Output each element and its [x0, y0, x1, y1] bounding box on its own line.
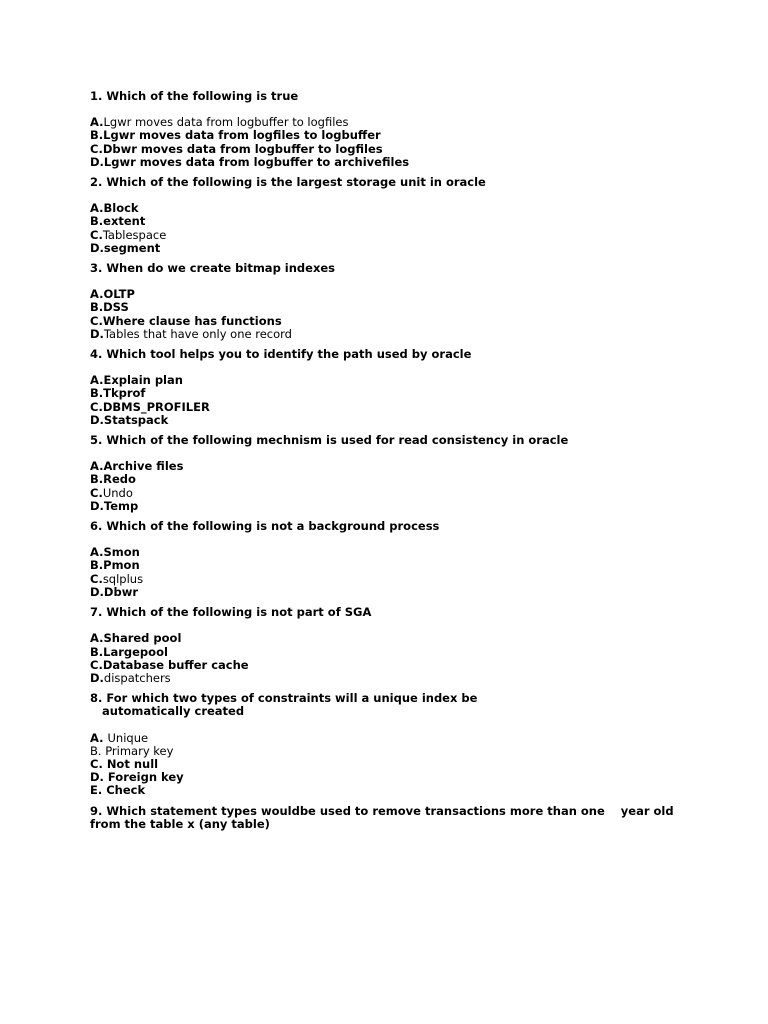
option-text: Block: [103, 201, 139, 216]
question-block: [90, 805, 730, 831]
option-letter: B.: [90, 300, 104, 315]
option-letter: B.: [90, 644, 104, 659]
option-letter: B.: [90, 214, 104, 229]
question-block: [90, 176, 730, 255]
option-text: Database buffer cache: [102, 657, 249, 672]
question-block: [90, 692, 730, 797]
answer-option: [90, 546, 730, 559]
option-text: Lgwr moves data from logbuffer to archivefiles: [103, 154, 410, 169]
question-title: 5. Which of the following mechnism is used for read consistency in oracle: [90, 433, 569, 448]
option-text: extent: [103, 214, 146, 229]
option-text: Explain plan: [103, 373, 183, 388]
option-text: OLTP: [103, 287, 135, 302]
option-letter: D.: [90, 498, 104, 513]
option-letter: C.: [90, 227, 103, 242]
option-letter: A.: [90, 545, 104, 560]
answer-option: [90, 632, 730, 645]
answer-option: [90, 487, 730, 500]
option-letter: D.: [90, 770, 108, 785]
question-title: 4. Which tool helps you to identify the path used by oracle: [90, 347, 472, 362]
option-letter: B.: [90, 128, 104, 143]
option-letter: A.: [90, 115, 104, 130]
option-letter: D.: [90, 326, 104, 341]
answer-option: [90, 659, 730, 672]
option-letter: C.: [90, 756, 107, 771]
option-letter: C.: [90, 571, 103, 586]
answer-option: [90, 288, 730, 301]
option-letter: A.: [90, 459, 104, 474]
option-text: Lgwr moves data from logbuffer to logfiles: [103, 115, 349, 130]
option-text: Primary key: [105, 743, 174, 758]
option-letter: B.: [90, 558, 104, 573]
answer-option: [90, 500, 730, 513]
option-text: DSS: [103, 300, 129, 315]
question-title: 7. Which of the following is not part of SGA: [90, 605, 372, 620]
question-title: 9. Which statement types wouldbe used to remove transactions more than one year old from the table x (any table): [90, 803, 674, 831]
question-title: 2. Which of the following is the largest storage unit in oracle: [90, 175, 486, 190]
question-block: [90, 606, 730, 685]
option-letter: C.: [90, 485, 103, 500]
question-title: 8. For which two types of constraints will a unique index be automatically created: [90, 691, 478, 719]
answer-option: [90, 460, 730, 473]
question-block: [90, 90, 730, 169]
option-text: Temp: [103, 498, 139, 513]
answer-option: [90, 328, 730, 341]
question-title: 6. Which of the following is not a background process: [90, 519, 440, 534]
option-text: DBMS_PROFILER: [102, 399, 210, 414]
option-letter: B.: [90, 472, 104, 487]
question-block: [90, 520, 730, 599]
option-letter: A.: [90, 201, 104, 216]
option-text: Smon: [103, 545, 140, 560]
option-text: Dbwr: [103, 584, 138, 599]
answer-option: [90, 732, 730, 745]
option-text: Undo: [102, 485, 133, 500]
option-text: Largepool: [103, 644, 168, 659]
option-letter: D.: [90, 670, 104, 685]
answer-option: [90, 672, 730, 685]
question-block: [90, 262, 730, 341]
option-letter: C.: [90, 313, 103, 328]
option-text: Where clause has functions: [102, 313, 282, 328]
option-letter: D.: [90, 412, 104, 427]
question-block: [90, 348, 730, 427]
option-letter: B.: [90, 386, 104, 401]
option-letter: A.: [90, 373, 104, 388]
option-letter: D.: [90, 240, 104, 255]
option-letter: E.: [90, 783, 107, 798]
option-letter: D.: [90, 154, 104, 169]
answer-option: [90, 745, 730, 758]
option-text: Pmon: [103, 558, 140, 573]
option-text: dispatchers: [103, 670, 171, 685]
answer-option: [90, 573, 730, 586]
answer-option: [90, 559, 730, 572]
answer-option: [90, 586, 730, 599]
option-text: segment: [103, 240, 161, 255]
quiz-document: [90, 90, 730, 844]
option-letter: A.: [90, 730, 108, 745]
option-text: Shared pool: [103, 631, 182, 646]
answer-option: [90, 215, 730, 228]
question-block: [90, 434, 730, 513]
option-text: Foreign key: [107, 770, 184, 785]
answer-option: [90, 229, 730, 242]
option-letter: A.: [90, 631, 104, 646]
answer-option: [90, 156, 730, 169]
option-text: Check: [106, 783, 146, 798]
option-text: sqlplus: [102, 571, 144, 586]
answer-option: [90, 784, 730, 797]
question-title: 1. Which of the following is true: [90, 89, 299, 103]
option-text: Tablespace: [102, 227, 167, 242]
option-letter: D.: [90, 584, 104, 599]
option-text: Archive files: [103, 459, 184, 474]
option-text: Not null: [106, 756, 159, 771]
answer-option: [90, 771, 730, 784]
option-text: Statspack: [103, 412, 169, 427]
answer-option: [90, 374, 730, 387]
option-letter: C.: [90, 399, 103, 414]
option-text: Unique: [107, 730, 149, 745]
answer-option: [90, 414, 730, 427]
answer-option: [90, 202, 730, 215]
answer-option: [90, 473, 730, 486]
option-letter: C.: [90, 657, 103, 672]
option-letter: B.: [90, 743, 106, 758]
answer-option: [90, 401, 730, 414]
question-title: 3. When do we create bitmap indexes: [90, 261, 336, 276]
answer-option: [90, 242, 730, 255]
option-letter: A.: [90, 287, 104, 302]
option-text: Dbwr moves data from logbuffer to logfiles: [102, 141, 383, 156]
option-text: Tkprof: [103, 386, 146, 401]
option-text: Tables that have only one record: [103, 326, 292, 341]
option-text: Lgwr moves data from logfiles to logbuffer: [103, 128, 381, 143]
option-text: Redo: [103, 472, 136, 487]
answer-option: [90, 758, 730, 771]
option-letter: C.: [90, 141, 103, 156]
